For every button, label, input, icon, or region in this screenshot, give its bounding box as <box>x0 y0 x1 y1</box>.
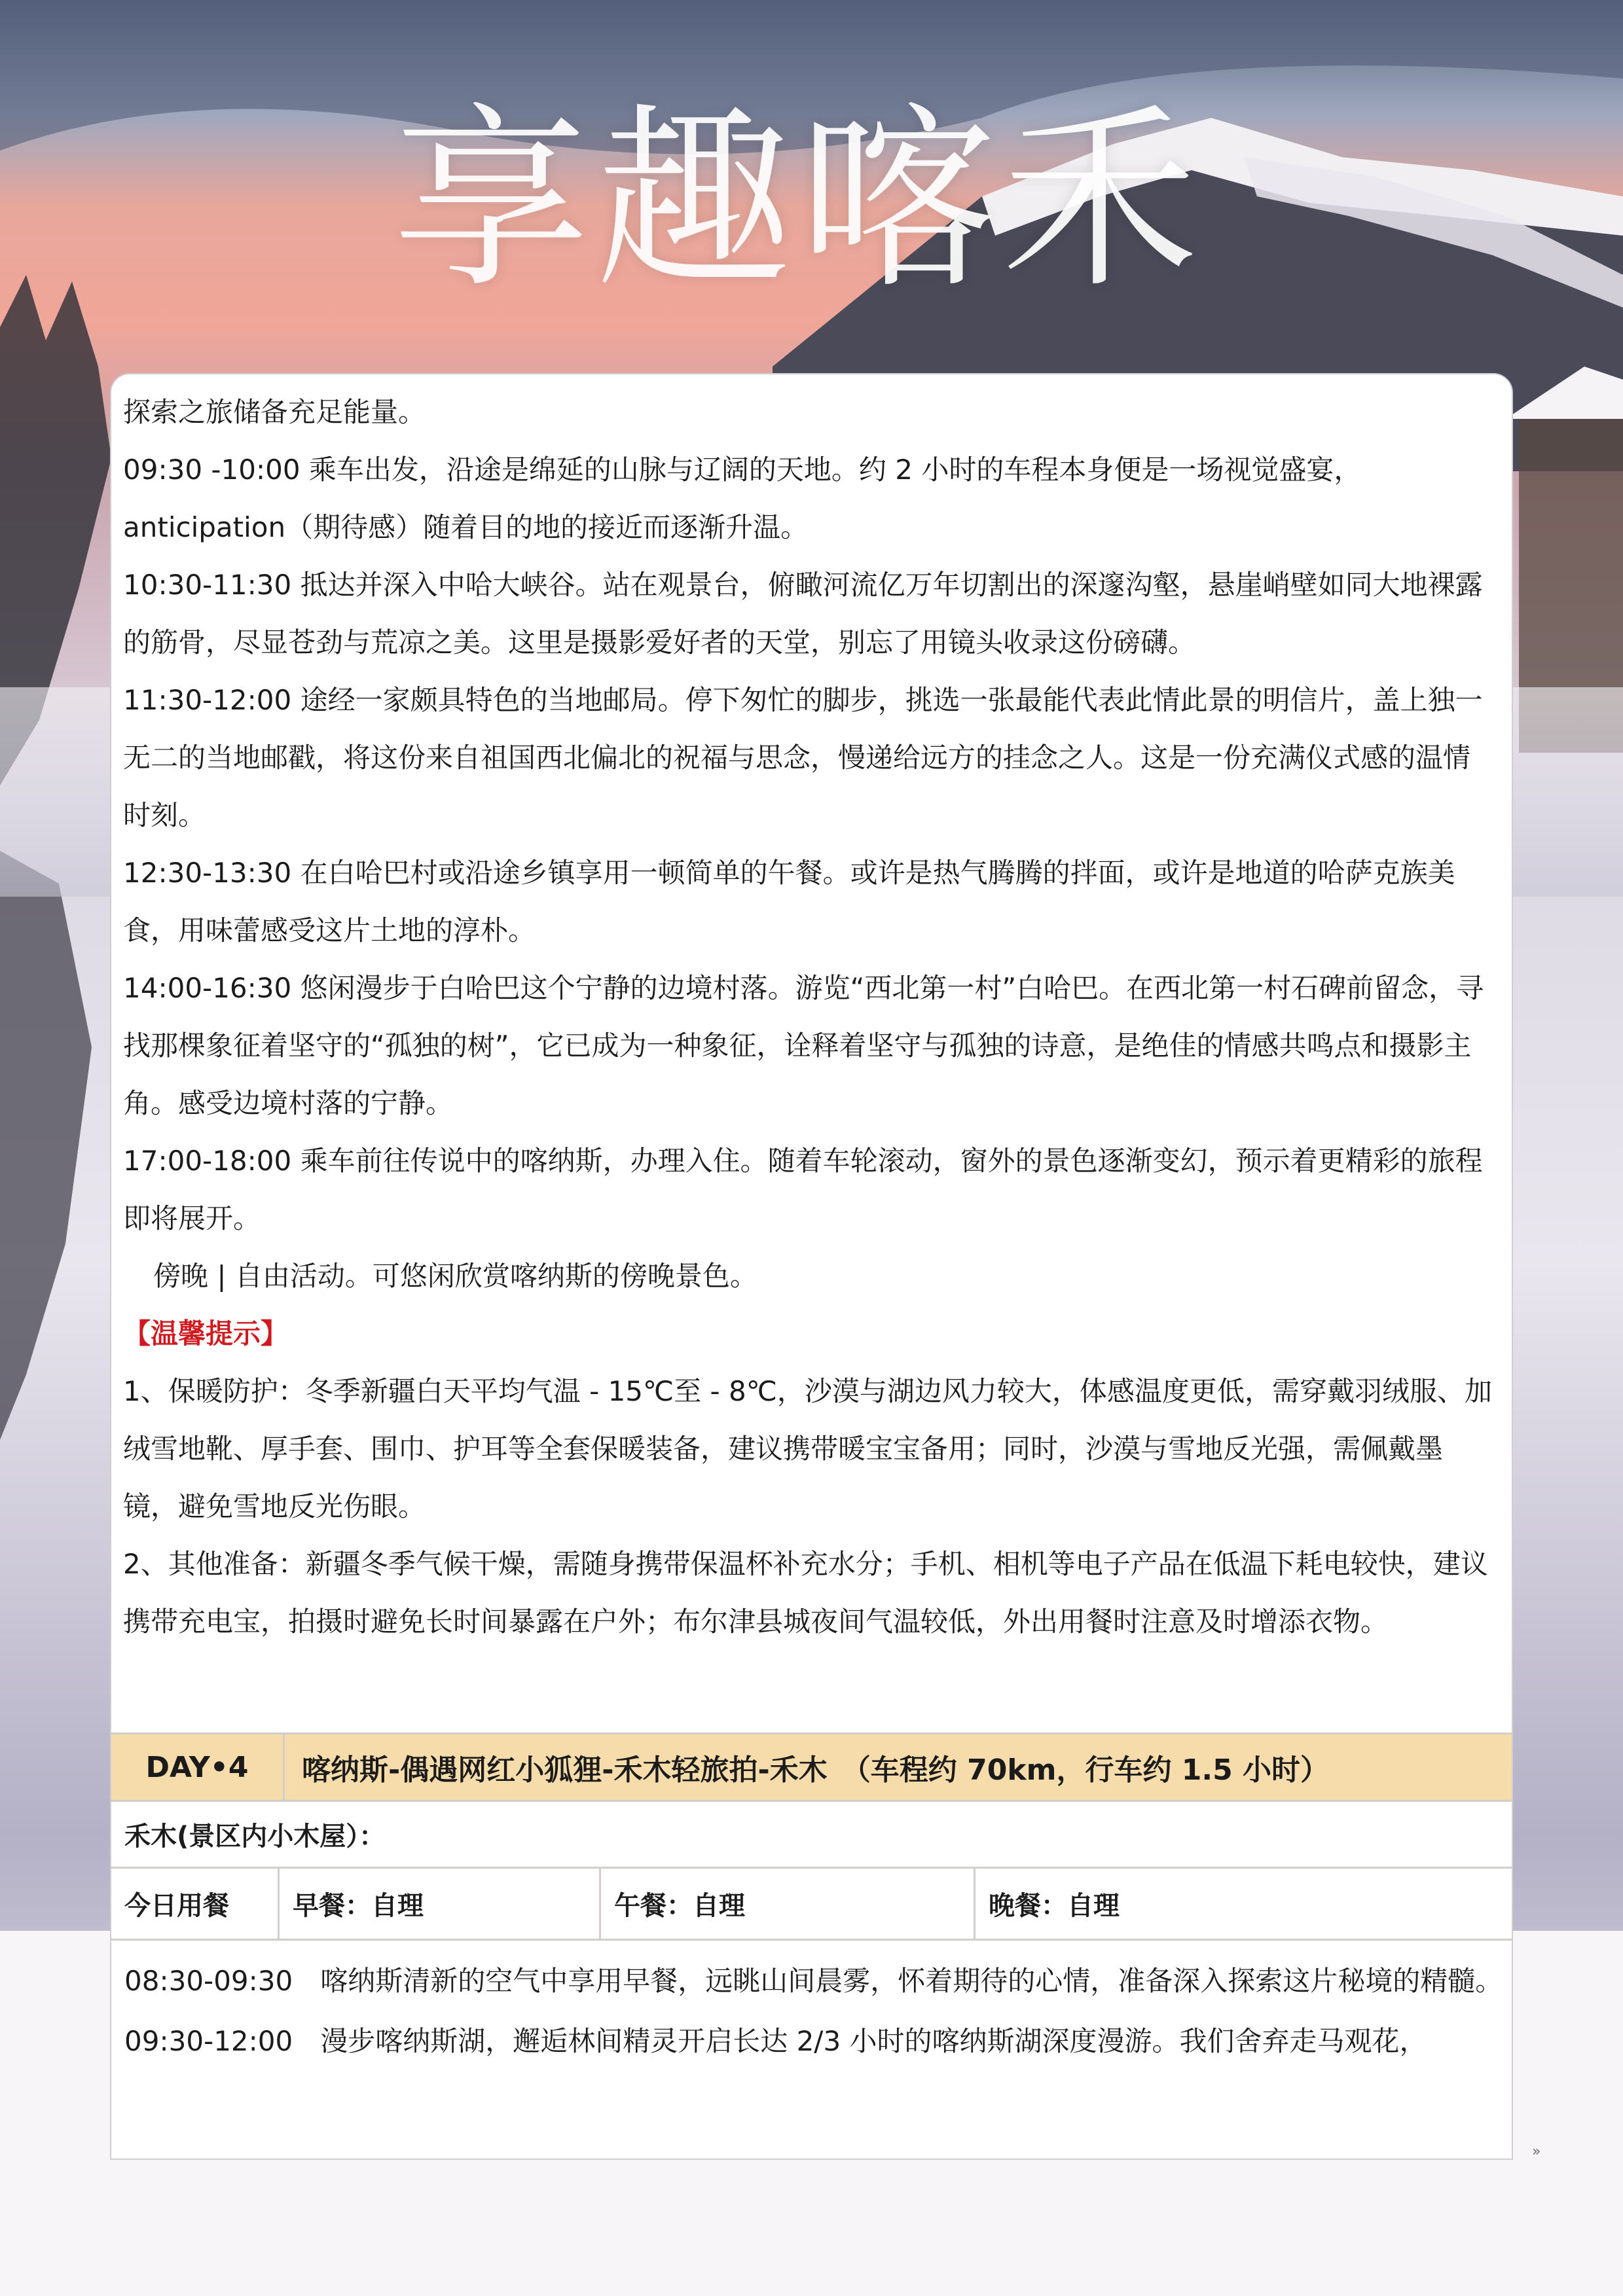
lunch-cell: 午餐：自理 <box>601 1869 976 1939</box>
dinner-cell: 晚餐：自理 <box>989 1891 1120 1921</box>
tips-heading: 【温馨提示】 <box>123 1318 289 1350</box>
paragraph-1030: 10:30-11:30 抵达并深入中哈大峡谷。站在观景台，俯瞰河流亿万年切割出的深邃沟壑，悬崖峭壁如同大地裸露的筋骨，尽显苍劲与荒凉之美。这里是摄影爱好者的天堂，别忘了用镜头收录这份磅礴。 <box>123 569 1483 658</box>
breakfast-cell: 早餐：自理 <box>280 1869 601 1939</box>
paragraph-intro: 探索之旅储备充足能量。 <box>123 396 426 428</box>
paragraph-1400: 14:00-16:30 悠闲漫步于白哈巴这个宁静的边境村落。游览“西北第一村”白哈巴。在西北第一村石碑前留念，寻找那棵象征着坚守的“孤独的树”，它已成为一种象征，诠释着坚守与孤独的诗意，是绝佳的情感共鸣点和摄影主角。感受边境村落的宁静。 <box>123 972 1484 1119</box>
page-mark: » <box>1532 2144 1541 2160</box>
day-header <box>111 1732 1512 1802</box>
paragraph-1130: 11:30-12:00 途经一家颇具特色的当地邮局。停下匆忙的脚步，挑选一张最能代表此情此景的明信片，盖上独一无二的当地邮戳，将这份来自祖国西北偏北的祝福与思念，慢递给远方的挂念之人。这是一份充满仪式感的温情时刻。 <box>123 684 1483 831</box>
tip-item-2: 2、其他准备：新疆冬季气候干燥，需随身携带保温杯补充水分；手机、相机等电子产品在低温下耗电较快，建议携带充电宝，拍摄时避免长时间暴露在户外；布尔津县城夜间气温较低，外出用餐时注意及时增添衣物。 <box>123 1548 1488 1638</box>
paragraph-0930: 09:30 -10:00 乘车出发，沿途是绵延的山脉与辽阔的天地。约 2 小时的车程本身便是一场视觉盛宴，anticipation（期待感）随着目的地的接近而逐渐升温。 <box>123 454 1362 543</box>
meals-row <box>111 1869 1512 1941</box>
paragraph-0830: 08:30-09:30 喀纳斯清新的空气中享用早餐，远眺山间晨雾，怀着期待的心情，准备深入探索这片秘境的精髓。 <box>124 1965 1503 1997</box>
day-label: DAY•4 <box>111 1734 285 1800</box>
day-route: 喀纳斯-偶遇网红小狐狸-禾木轻旅拍-禾木 （车程约 70km，行车约 1.5 小时） <box>302 1753 1330 1787</box>
paragraph-1700: 17:00-18:00 乘车前往传说中的喀纳斯，办理入住。随着车轮滚动，窗外的景色逐渐变幻，预示着更精彩的旅程即将展开。 <box>123 1145 1483 1234</box>
tip-item-1: 1、保暖防护：冬季新疆白天平均气温 - 15℃至 - 8℃，沙漠与湖边风力较大，体感温度更低，需穿戴羽绒服、加绒雪地靴、厚手套、围巾、护耳等全套保暖装备，建议携带暖宝宝备用；同时，沙漠与雪地反光强，需佩戴墨镜，避免雪地反光伤眼。 <box>123 1375 1492 1522</box>
day4-body <box>111 1942 1512 2072</box>
itinerary-body <box>111 374 1496 1651</box>
page-title: 享趣喀禾 <box>393 86 1205 315</box>
accommodation-row: 禾木(景区内小木屋）： <box>111 1802 1512 1869</box>
paragraph-evening: 傍晚 | 自由活动。可悠闲欣赏喀纳斯的傍晚景色。 <box>153 1260 757 1292</box>
paragraph-1230: 12:30-13:30 在白哈巴村或沿途乡镇享用一顿简单的午餐。或许是热气腾腾的拌面，或许是地道的哈萨克族美食，用味蕾感受这片土地的淳朴。 <box>123 857 1455 946</box>
meals-label: 今日用餐 <box>111 1869 280 1939</box>
paragraph-day4-0930: 09:30-12:00 漫步喀纳斯湖，邂逅林间精灵开启长达 2/3 小时的喀纳斯湖深度漫游。我们舍弃走马观花， <box>124 2025 1427 2057</box>
itinerary-card <box>110 373 1513 2160</box>
